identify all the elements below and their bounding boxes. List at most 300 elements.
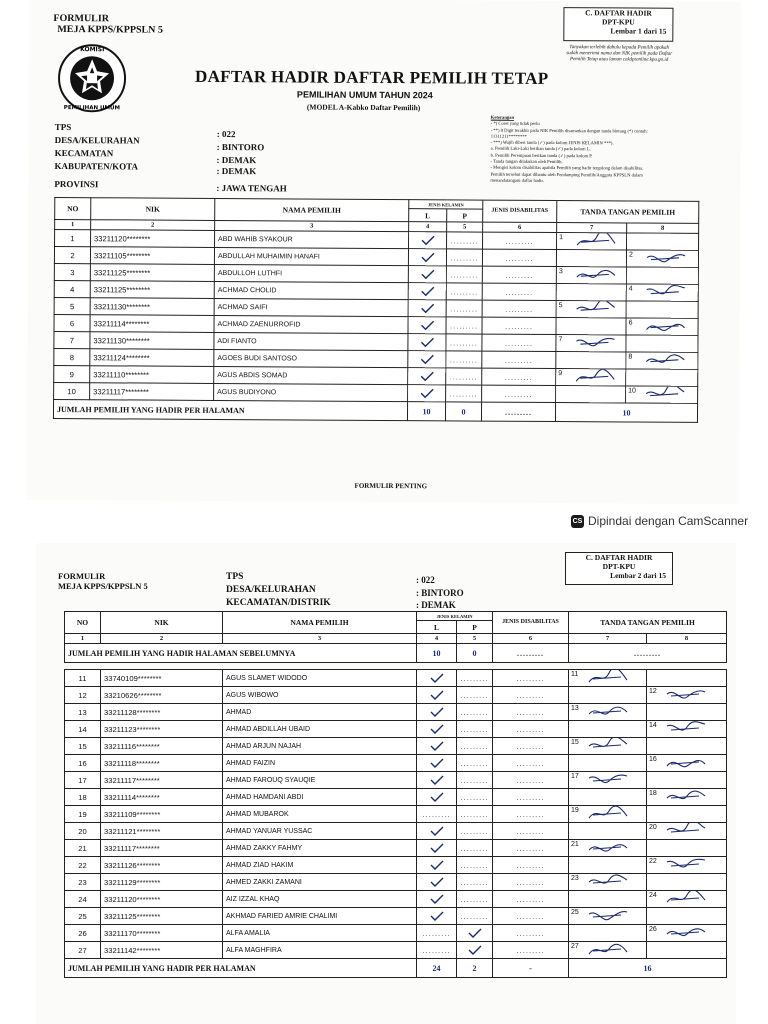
table-row: [65, 857, 727, 874]
row-nama: AHMED ZAKKI ZAMANI: [223, 874, 417, 891]
corner-note: Tanyakan terlebih dahulu kepada Pemilih apakah sudah menerima nama dan NIK pemilih pada Daftar Pemilih Tetap atau laman cekdptonline.kpu.go.id: [566, 45, 673, 63]
row-signature-left[interactable]: [556, 369, 626, 386]
corner-box-title: C. DAFTAR HADIR: [585, 553, 653, 562]
signature-mark: [635, 285, 695, 302]
signature-mark: [655, 925, 715, 942]
row-no: 10: [54, 382, 90, 399]
row-signature-left[interactable]: [556, 301, 626, 318]
table-row: [65, 772, 727, 789]
row-nama: AHMAD YANUAR YUSSAC: [223, 823, 417, 840]
row-no: 1: [55, 229, 91, 246]
row-signature-right[interactable]: [647, 823, 727, 840]
form-corner-box: [565, 552, 673, 585]
row-signature-right[interactable]: [647, 704, 727, 721]
row-p-mark[interactable]: .........: [446, 283, 482, 300]
row-nik: 33210626********: [101, 687, 223, 704]
header-p: P: [447, 209, 483, 222]
form-tag: [53, 13, 163, 36]
signature-mark: [577, 670, 637, 687]
row-nama: ABD WAHIB SYAKOUR: [215, 230, 409, 248]
signature-number: 15: [571, 739, 579, 746]
row-signature-right[interactable]: [626, 352, 698, 369]
voter-table-page-2: [64, 611, 727, 978]
form-tag-line1: FORMULIR: [53, 12, 110, 25]
row-no: 24: [65, 891, 101, 908]
row-p-mark[interactable]: .........: [457, 670, 493, 687]
row-nama: AHMAD FAROUQ SYAUQIE: [223, 772, 417, 789]
row-l-mark[interactable]: [408, 266, 446, 283]
row-no: 13: [65, 704, 101, 721]
row-disabilitas: .........: [482, 317, 556, 334]
form-tag-line1: FORMULIR: [58, 571, 106, 581]
row-no: 22: [65, 857, 101, 874]
header-no: NO: [65, 612, 101, 634]
header-nama: NAMA PEMILIH: [215, 198, 409, 221]
info-label-kecamatan: KECAMATAN: [54, 147, 114, 159]
ket-line: - **) 8 Digit terakhir pada NIK Pemilih disamarkan dengan tanda bintang (*) contoh:: [490, 127, 648, 134]
row-p-mark[interactable]: .........: [446, 300, 482, 317]
row-signature-right[interactable]: [647, 670, 727, 687]
signature-mark: [655, 857, 715, 874]
row-no: 17: [65, 772, 101, 789]
camscanner-icon: CS: [571, 515, 584, 528]
row-nik: 33211124********: [90, 349, 214, 367]
ket-line: Keterangan: [490, 114, 515, 120]
row-l-mark[interactable]: [409, 232, 447, 249]
row-signature-left[interactable]: [569, 874, 647, 891]
row-signature-left[interactable]: [569, 755, 647, 772]
table-row: [65, 721, 727, 738]
row-nik: 33211126********: [101, 857, 223, 874]
row-nama: AGUS SLAMET WIDODO: [223, 670, 417, 687]
col-number: 4: [409, 222, 447, 232]
row-l-mark[interactable]: [417, 670, 457, 687]
row-signature-left[interactable]: [569, 908, 647, 925]
signature-number: 16: [649, 756, 657, 763]
info-label-desa: DESA/KELURAHAN: [54, 134, 140, 146]
row-disabilitas: .........: [493, 942, 569, 959]
row-l-mark[interactable]: [408, 283, 446, 300]
row-signature-right[interactable]: [647, 857, 727, 874]
row-no: 14: [65, 721, 101, 738]
row-nama: ABDULLOH LUTHFI: [214, 264, 408, 282]
row-signature-left[interactable]: [569, 704, 647, 721]
row-nama: AGUS ABDIS SOMAD: [214, 366, 408, 384]
row-l-mark[interactable]: [417, 840, 457, 857]
row-disabilitas: .........: [493, 823, 569, 840]
row-signature-right[interactable]: [626, 267, 698, 284]
row-p-mark[interactable]: .........: [446, 385, 482, 402]
header-jenis-kelamin: JENIS KELAMIN: [417, 612, 493, 621]
row-nik: 33211105********: [90, 247, 214, 265]
signature-mark: [634, 387, 694, 404]
col-number: 6: [493, 634, 569, 644]
row-nik: 33211114********: [90, 315, 214, 333]
row-signature-right[interactable]: [626, 386, 698, 403]
row-nik: 33211128********: [101, 704, 223, 721]
previous-disabilitas: .........: [493, 644, 569, 663]
signature-mark: [577, 840, 637, 857]
row-p-mark[interactable]: .........: [446, 351, 482, 368]
row-p-mark[interactable]: .........: [457, 687, 493, 704]
row-no: 9: [54, 365, 90, 382]
row-signature-left[interactable]: [556, 318, 626, 335]
row-signature-right[interactable]: [647, 942, 727, 959]
row-nama: ACHMAD ZAENURROFID: [214, 315, 408, 333]
row-l-mark[interactable]: [417, 874, 457, 891]
row-nama: AGUS BUDIYONO: [214, 383, 408, 401]
row-signature-right[interactable]: [647, 772, 727, 789]
ket-line: - *) Coret yang tidak perlu: [490, 120, 540, 127]
row-l-mark[interactable]: [417, 908, 457, 925]
row-p-mark[interactable]: .........: [457, 823, 493, 840]
row-nama: AHMAD HAMDANI ABDI: [223, 789, 417, 806]
previous-page-label: JUMLAH PEMILIH YANG HADIR HALAMAN SEBELUMNYA: [65, 644, 417, 663]
page-subtitle: PEMILIHAN UMUM TAHUN 2024: [296, 89, 433, 101]
row-p-mark[interactable]: .........: [457, 738, 493, 755]
row-disabilitas: .........: [493, 789, 569, 806]
footer-count-p: 0: [445, 402, 481, 421]
row-l-mark[interactable]: [417, 687, 457, 704]
info-value-provinsi: : JAWA TENGAH: [216, 182, 287, 194]
row-disabilitas: .........: [493, 721, 569, 738]
row-disabilitas: .........: [493, 687, 569, 704]
row-p-mark[interactable]: .........: [457, 772, 493, 789]
row-signature-right[interactable]: [626, 369, 698, 386]
row-disabilitas: .........: [493, 840, 569, 857]
table-row: [65, 891, 727, 908]
table-row: [65, 925, 727, 942]
row-signature-left[interactable]: [556, 250, 626, 267]
row-signature-left[interactable]: [569, 738, 647, 755]
row-l-mark[interactable]: [417, 789, 457, 806]
signature-mark: [564, 335, 624, 352]
row-signature-left[interactable]: [556, 267, 626, 284]
signature-mark: [655, 755, 715, 772]
signature-mark: [577, 704, 637, 721]
row-nik: 33211114********: [101, 789, 223, 806]
row-no: 7: [54, 331, 90, 348]
row-p-mark[interactable]: .........: [457, 857, 493, 874]
header-no: NO: [55, 197, 91, 219]
row-signature-right[interactable]: [626, 335, 698, 352]
col-number: 6: [483, 222, 557, 232]
row-nik: 33211120********: [91, 230, 215, 248]
row-disabilitas: .........: [493, 806, 569, 823]
header-ttd: TANDA TANGAN PEMILIH: [569, 612, 727, 634]
camscanner-text: Dipindai dengan CamScanner: [588, 514, 749, 528]
row-no: 15: [65, 738, 101, 755]
row-signature-right[interactable]: [647, 908, 727, 925]
row-l-mark[interactable]: [417, 772, 457, 789]
row-no: 23: [65, 874, 101, 891]
row-nik: 33211125********: [90, 264, 214, 282]
footer-disabilitas: .........: [481, 402, 555, 421]
corner-box-sub: DPT-KPU: [602, 17, 635, 27]
info-value-kecamatan: : DEMAK: [416, 600, 456, 610]
row-signature-left[interactable]: [569, 687, 647, 704]
signature-mark: [634, 353, 694, 370]
row-signature-left[interactable]: [569, 891, 647, 908]
signature-number: 4: [628, 285, 633, 293]
row-disabilitas: .........: [483, 232, 557, 249]
row-nik: 33211117********: [90, 383, 214, 401]
row-no: 11: [65, 670, 101, 687]
row-no: 20: [65, 823, 101, 840]
table-row: [65, 704, 727, 721]
row-p-mark[interactable]: .........: [447, 232, 483, 249]
row-l-mark[interactable]: [408, 385, 446, 402]
row-p-mark[interactable]: .........: [457, 891, 493, 908]
row-nama: ABDULLAH MUHAIMIN HANAFI: [214, 247, 408, 265]
row-nama: ALFA MAGHFIRA: [223, 942, 417, 959]
row-signature-left[interactable]: [569, 942, 647, 959]
row-nik: 33211125********: [101, 908, 223, 925]
info-label-provinsi: PROVINSI: [54, 178, 99, 190]
row-l-mark[interactable]: [417, 738, 457, 755]
row-l-mark[interactable]: [408, 334, 446, 351]
table-row: [65, 738, 727, 755]
signature-mark: [655, 891, 715, 908]
signature-number: 6: [628, 319, 633, 327]
row-disabilitas: .........: [482, 283, 556, 300]
row-signature-right[interactable]: [647, 874, 727, 891]
info-value-tps: : 022: [416, 575, 435, 585]
row-signature-left[interactable]: [556, 335, 626, 352]
row-signature-right[interactable]: [627, 233, 699, 250]
row-signature-left[interactable]: [569, 857, 647, 874]
sheet-number: Lembar 1 dari 15: [610, 26, 667, 36]
footer-label: JUMLAH PEMILIH YANG HADIR PER HALAMAN: [65, 959, 417, 978]
col-number: 1: [55, 219, 91, 229]
row-disabilitas: .........: [482, 300, 556, 317]
row-p-mark[interactable]: .........: [457, 908, 493, 925]
row-p-mark[interactable]: .........: [457, 840, 493, 857]
form-corner-box: [563, 7, 673, 42]
row-p-mark[interactable]: .........: [446, 368, 482, 385]
row-signature-left[interactable]: [569, 840, 647, 857]
row-p-mark[interactable]: .........: [457, 755, 493, 772]
row-nik: 33211123********: [101, 721, 223, 738]
row-l-mark[interactable]: [417, 721, 457, 738]
row-disabilitas: .........: [482, 266, 556, 283]
row-signature-left[interactable]: [557, 233, 627, 250]
row-p-mark[interactable]: .........: [446, 249, 482, 266]
row-l-mark[interactable]: [417, 857, 457, 874]
row-signature-right[interactable]: [647, 806, 727, 823]
signature-number: 19: [571, 807, 579, 814]
info-value-tps: : 022: [216, 128, 236, 140]
row-signature-left[interactable]: [569, 772, 647, 789]
row-disabilitas: .........: [482, 334, 556, 351]
table-row: [65, 687, 727, 704]
ket-line: - Tanda tangan dilakukan oleh Pemilih.: [490, 158, 563, 165]
row-nik: 33211116********: [101, 738, 223, 755]
row-l-mark[interactable]: [408, 351, 446, 368]
svg-text:KOMISI: KOMISI: [80, 46, 105, 54]
table-row: [65, 806, 727, 823]
row-signature-right[interactable]: [626, 250, 698, 267]
row-signature-left[interactable]: [569, 823, 647, 840]
row-p-mark[interactable]: .........: [457, 874, 493, 891]
row-nik: 33211121********: [101, 823, 223, 840]
row-signature-right[interactable]: [626, 318, 698, 335]
row-signature-right[interactable]: [626, 284, 698, 301]
row-p-mark[interactable]: [457, 925, 493, 942]
row-nik: 33211129********: [101, 874, 223, 891]
corner-box-sub: DPT-KPU: [602, 562, 636, 571]
row-nik: 33211170********: [101, 925, 223, 942]
row-disabilitas: .........: [493, 908, 569, 925]
row-disabilitas: .........: [493, 670, 569, 687]
row-l-mark[interactable]: .........: [417, 942, 457, 959]
row-signature-left[interactable]: [569, 670, 647, 687]
row-signature-left[interactable]: [569, 806, 647, 823]
header-disabilitas: JENIS DISABILITAS: [493, 612, 569, 634]
row-signature-right[interactable]: [626, 301, 698, 318]
row-disabilitas: .........: [493, 772, 569, 789]
row-signature-right[interactable]: [647, 755, 727, 772]
previous-count-p: 0: [457, 644, 493, 663]
row-p-mark[interactable]: .........: [457, 789, 493, 806]
row-signature-left[interactable]: [556, 352, 626, 369]
row-l-mark[interactable]: .........: [417, 806, 457, 823]
row-nik: 33211109********: [101, 806, 223, 823]
footer-total: 16: [569, 959, 727, 978]
info-label-kecamatan: KECAMATAN/DISTRIK: [226, 598, 331, 608]
row-l-mark[interactable]: [408, 300, 446, 317]
row-l-mark[interactable]: [408, 249, 446, 266]
row-p-mark[interactable]: [457, 942, 493, 959]
row-l-mark[interactable]: [417, 755, 457, 772]
row-nama: AHMAD: [223, 704, 417, 721]
row-p-mark[interactable]: .........: [446, 334, 482, 351]
row-nama: ADI FIANTO: [214, 332, 408, 350]
signature-mark: [564, 369, 624, 386]
table-row: [65, 755, 727, 772]
row-nik: 33211110********: [90, 366, 214, 384]
row-p-mark[interactable]: .........: [457, 704, 493, 721]
row-signature-right[interactable]: [647, 738, 727, 755]
row-signature-left[interactable]: [569, 721, 647, 738]
row-nama: ACHMAD CHOLID: [214, 281, 408, 299]
corner-box-title: C. DAFTAR HADIR: [585, 8, 652, 18]
table-row: [65, 874, 727, 891]
row-l-mark[interactable]: [417, 704, 457, 721]
row-signature-right[interactable]: [647, 687, 727, 704]
signature-mark: [577, 738, 637, 755]
header-jenis-kelamin: JENIS KELAMIN: [409, 200, 483, 209]
signature-number: 2: [628, 251, 633, 259]
kpu-logo: [57, 43, 127, 113]
header-nik: NIK: [91, 198, 215, 221]
signature-number: 24: [649, 892, 657, 899]
row-p-mark[interactable]: .........: [457, 721, 493, 738]
row-signature-right[interactable]: [647, 840, 727, 857]
col-number: 7: [569, 634, 647, 644]
row-signature-right[interactable]: [647, 925, 727, 942]
ket-line: 11311211********: [490, 133, 527, 139]
row-nik: 33211130********: [90, 332, 214, 350]
row-l-mark[interactable]: [408, 368, 446, 385]
row-signature-right[interactable]: [647, 789, 727, 806]
row-p-mark[interactable]: .........: [446, 266, 482, 283]
signature-mark: [577, 908, 637, 925]
signature-mark: [655, 789, 715, 806]
signature-number: 9: [558, 370, 563, 378]
row-disabilitas: .........: [482, 385, 556, 402]
sheet-number: Lembar 2 dari 15: [610, 571, 666, 580]
row-p-mark[interactable]: .........: [446, 317, 482, 334]
row-disabilitas: .........: [482, 351, 556, 368]
signature-mark: [565, 301, 625, 318]
row-l-mark[interactable]: .........: [417, 925, 457, 942]
row-nama: AHMAD ABDILLAH UBAID: [223, 721, 417, 738]
row-signature-left[interactable]: [569, 789, 647, 806]
row-nama: AHMAD ZAKKY FAHMY: [223, 840, 417, 857]
table-row: [65, 670, 727, 687]
table-row: [65, 789, 727, 806]
row-nama: AKHMAD FARIED AMRIE CHALIMI: [223, 908, 417, 925]
row-l-mark[interactable]: [417, 823, 457, 840]
signature-number: 10: [628, 387, 636, 395]
row-signature-right[interactable]: [647, 891, 727, 908]
header-ttd: TANDA TANGAN PEMILIH: [557, 201, 699, 224]
row-signature-left[interactable]: [556, 386, 626, 403]
row-l-mark[interactable]: [417, 891, 457, 908]
row-no: 21: [65, 840, 101, 857]
row-signature-left[interactable]: [556, 284, 626, 301]
signature-mark: [577, 772, 637, 789]
info-value-kabupaten: : DEMAK: [216, 165, 257, 177]
row-disabilitas: .........: [482, 368, 556, 385]
col-number: 4: [417, 634, 457, 644]
signature-number: 5: [558, 302, 563, 310]
model-label: (MODEL A-Kabko Daftar Pemilih): [306, 102, 421, 113]
signature-number: 14: [649, 722, 657, 729]
info-value-kecamatan: : DEMAK: [216, 154, 257, 166]
row-nik: 33211130********: [90, 298, 214, 316]
signature-mark: [655, 823, 715, 840]
row-nik: 33211117********: [101, 772, 223, 789]
row-no: 18: [65, 789, 101, 806]
table-spacer: [65, 663, 727, 670]
row-disabilitas: .........: [493, 925, 569, 942]
signature-number: 23: [571, 875, 579, 882]
col-number: 7: [557, 223, 627, 233]
signature-mark: [577, 874, 637, 891]
row-signature-right[interactable]: [647, 721, 727, 738]
row-p-mark[interactable]: .........: [457, 806, 493, 823]
row-signature-left[interactable]: [569, 925, 647, 942]
signature-number: 11: [571, 671, 579, 678]
header-disabilitas: JENIS DISABILITAS: [483, 200, 557, 222]
row-l-mark[interactable]: [408, 317, 446, 334]
info-label-desa: DESA/KELURAHAN: [226, 585, 316, 595]
header-p: P: [457, 621, 493, 634]
ket-line: a. Pemilih Laki-Laki berikan tanda (✓) pada kolom L.: [490, 146, 591, 152]
ket-line: - Mengisi kolom disabilitas apabila Pemilih yang hadir tergolong dalam disabilitas.: [490, 165, 644, 171]
row-no: 26: [65, 925, 101, 942]
camscanner-watermark: [571, 514, 748, 528]
row-nama: AGUS WIBOWO: [223, 687, 417, 704]
row-disabilitas: .........: [493, 874, 569, 891]
row-disabilitas: .........: [493, 857, 569, 874]
row-nama: AHMAD ARJUN NAJAH: [223, 738, 417, 755]
signature-number: 27: [571, 943, 579, 950]
signature-mark: [565, 233, 625, 250]
row-nama: AGOES BUDI SANTOSO: [214, 349, 408, 367]
